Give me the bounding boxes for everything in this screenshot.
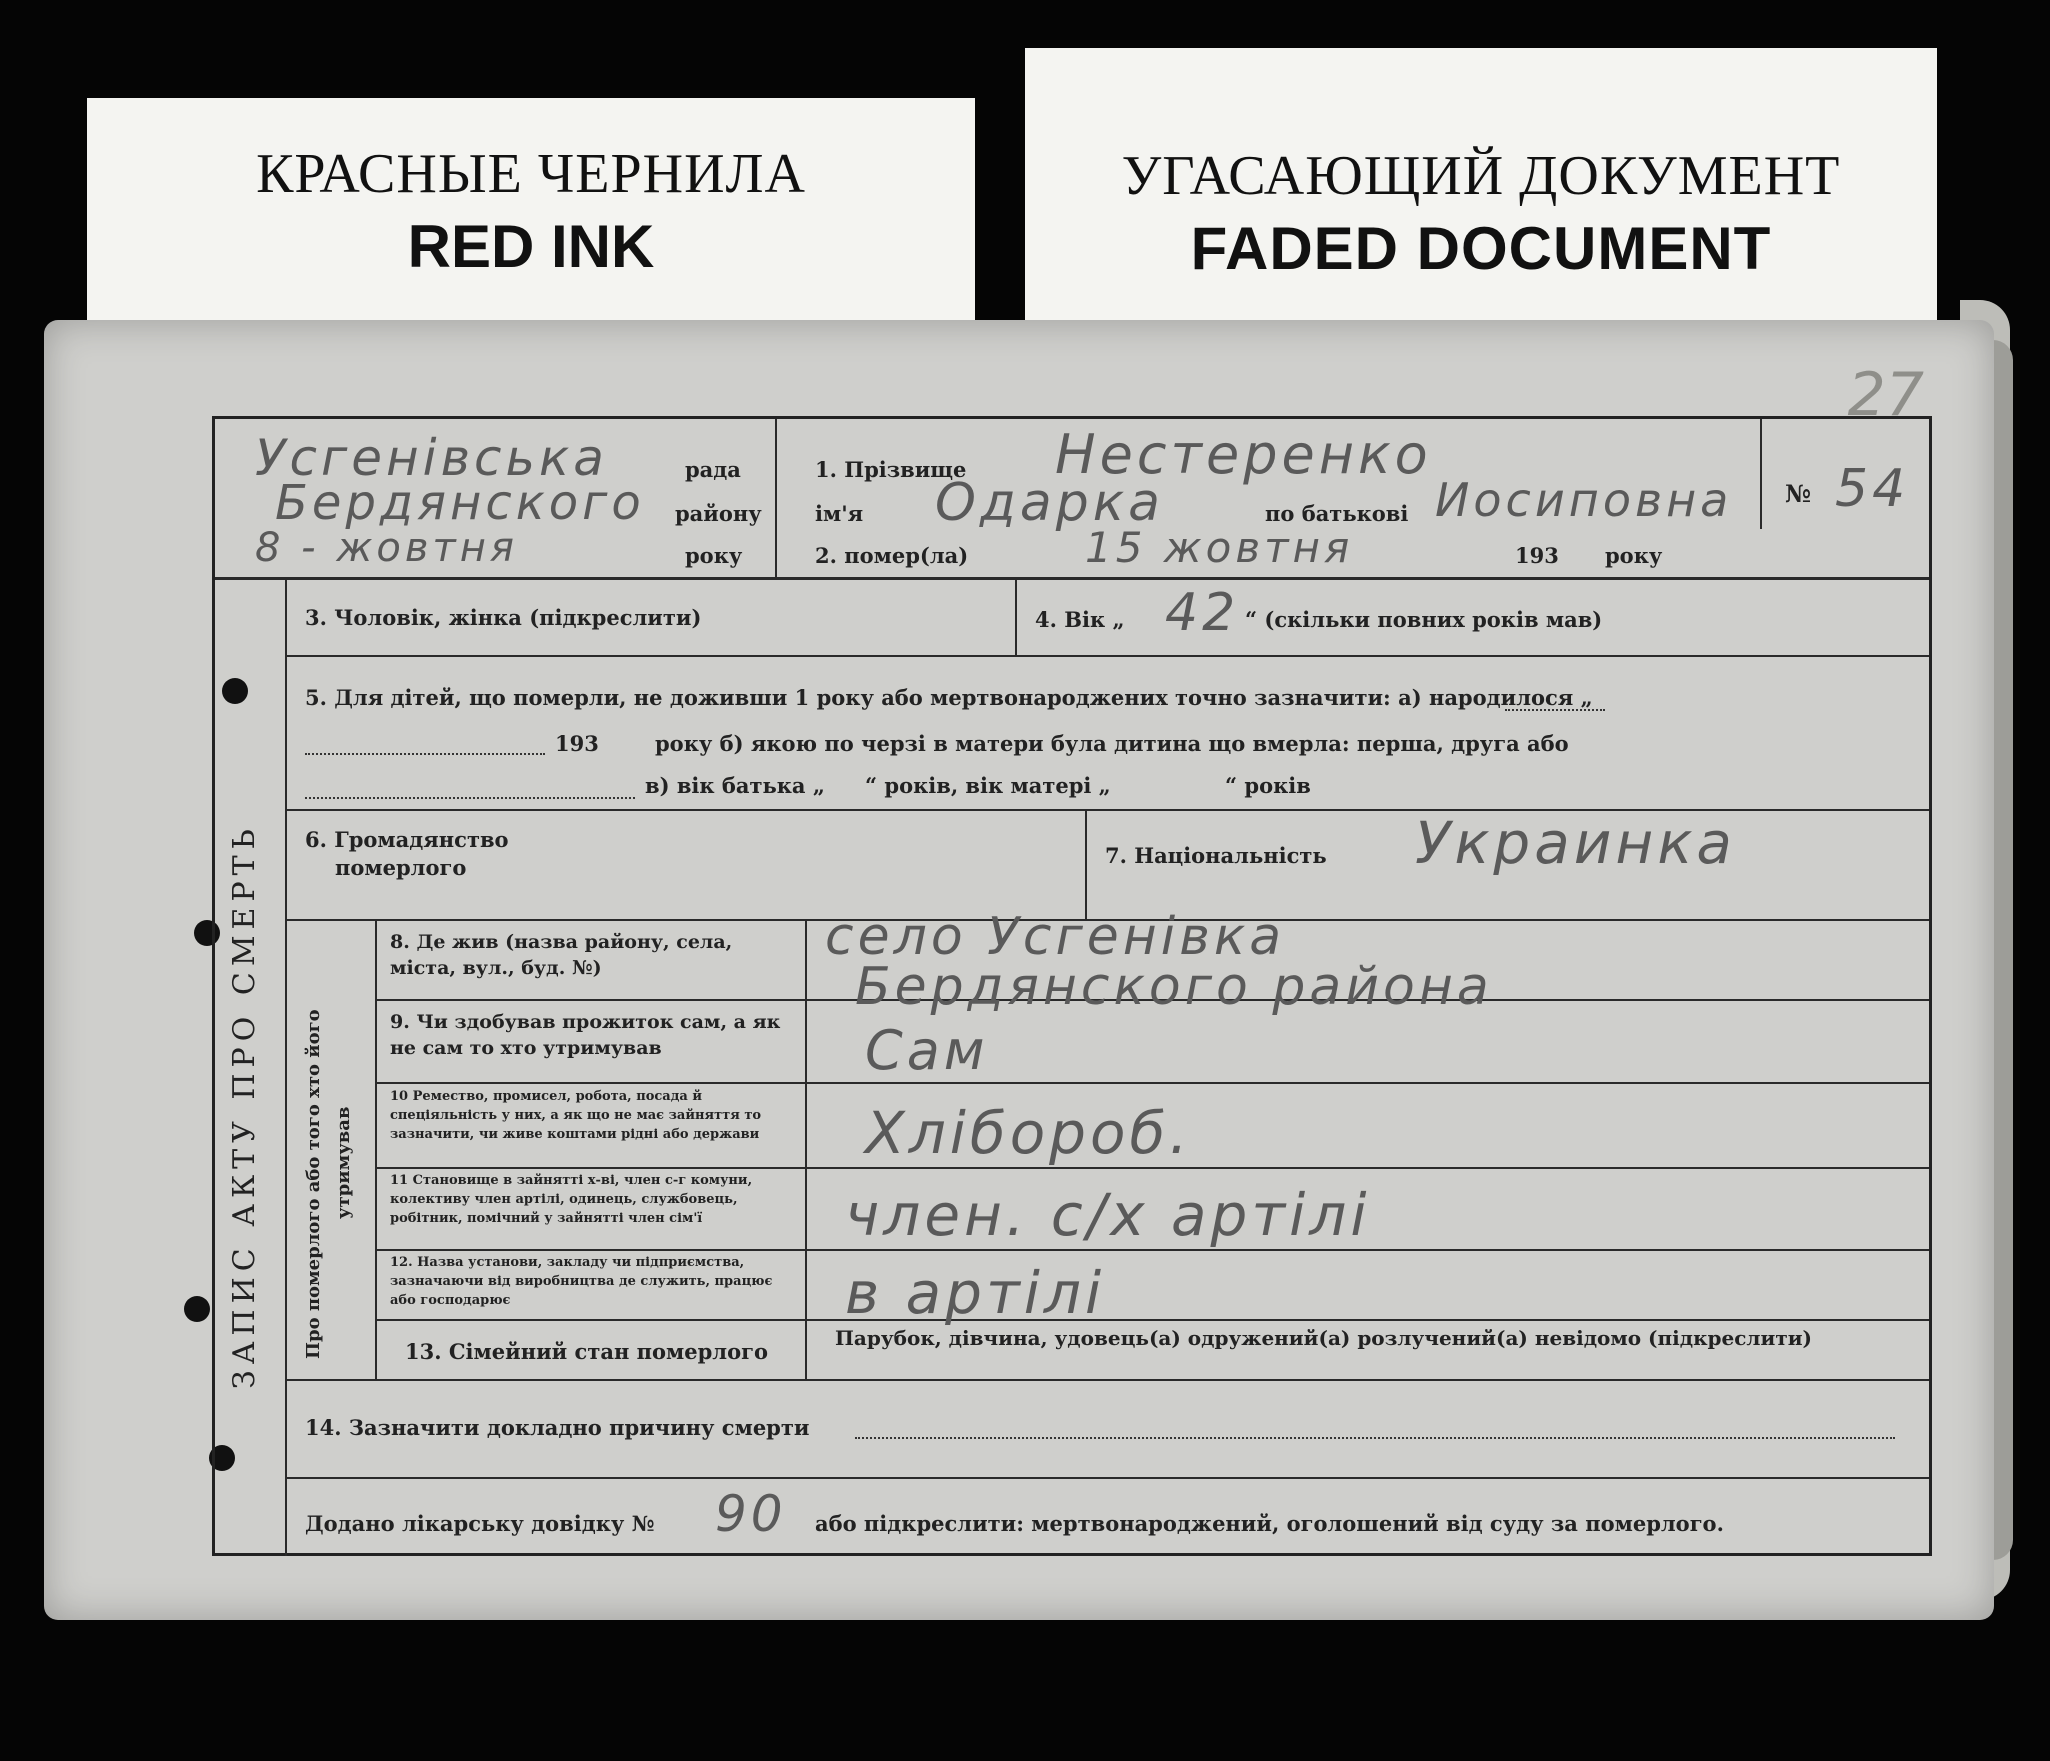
q5-order-blank bbox=[305, 797, 635, 799]
q3-sex-label: 3. Чоловік, жінка (підкреслити) bbox=[305, 605, 702, 630]
hw-record-number: 54 bbox=[1835, 459, 1910, 519]
hw-residence-1: село Усгенівка bbox=[825, 907, 1286, 967]
q5-line3b: “ років, вік матері „ bbox=[865, 773, 1111, 798]
hw-livelihood: Сам bbox=[865, 1019, 989, 1082]
hw-surname: Нестеренко bbox=[1055, 423, 1432, 486]
col-divider bbox=[805, 919, 807, 1379]
q13-marital-label: 13. Сімейний стан померлого bbox=[405, 1339, 768, 1364]
row-divider bbox=[377, 1082, 1929, 1084]
hw-residence-2: Бердянского района bbox=[855, 957, 1493, 1017]
hw-death-date: 15 жовтня bbox=[1085, 523, 1354, 572]
footer-certificate-label: Додано лікарську довідку № bbox=[305, 1511, 655, 1536]
q8-residence-label: 8. Де жив (назва району, села, міста, вул., буд. №) bbox=[390, 931, 733, 979]
side-title: ЗАПИС АКТУ ПРО СМЕРТЬ bbox=[227, 823, 262, 1389]
q13-marital-options: Парубок, дівчина, удовець(а) одружений(а) розлучений(а) невідомо (підкреслити) bbox=[835, 1326, 1813, 1350]
q6-citizenship-label: 6. Громадянство bbox=[305, 827, 509, 852]
hw-certificate-number: 90 bbox=[715, 1485, 787, 1543]
binding-hole bbox=[184, 1296, 210, 1322]
q6-citizenship-label-2: померлого bbox=[335, 855, 467, 880]
q5-year: 193 bbox=[555, 731, 599, 756]
faded-document-label-card bbox=[1025, 48, 1937, 320]
q5-line2: року б) якою по черзі в матери була дитина що вмерла: перша, друга або bbox=[655, 731, 1569, 756]
page-number: 27 bbox=[1847, 360, 1924, 430]
q4-age-suffix: “ (скільки повних років мав) bbox=[1245, 607, 1603, 632]
hw-age: 42 bbox=[1165, 583, 1240, 643]
patronymic-label: по батькові bbox=[1265, 501, 1409, 526]
year-label: року bbox=[685, 543, 743, 568]
row-divider bbox=[285, 655, 1929, 657]
hw-workplace: в артілі bbox=[845, 1259, 1106, 1327]
hw-council: Усгенівська bbox=[255, 429, 608, 487]
hw-social-status: член. с/х артілі bbox=[845, 1181, 1371, 1249]
council-label: рада bbox=[685, 457, 741, 482]
col-divider bbox=[1760, 419, 1762, 529]
death-record-sheet bbox=[44, 320, 1994, 1620]
q14-cause-label: 14. Зазначити докладно причину смерти bbox=[305, 1415, 810, 1440]
row-divider bbox=[377, 1319, 1929, 1321]
side-subtitle-2: утримував bbox=[333, 1106, 354, 1219]
row-divider bbox=[377, 1167, 1929, 1169]
q10-occupation-label: 10 Ремество, промисел, робота, посада й спеціяльність у них, а як що не має зайняття то зазначити, чи живе коштами рідні або держави bbox=[390, 1089, 762, 1142]
red-ink-label-en: RED INK bbox=[407, 213, 655, 280]
q5-line3c: “ років bbox=[1225, 773, 1311, 798]
row-divider bbox=[377, 1249, 1929, 1251]
died-year-label: 193 bbox=[1515, 543, 1559, 568]
district-label: району bbox=[675, 501, 762, 526]
q9-livelihood-label: 9. Чи здобував прожиток сам, а як не сам то хто утримував bbox=[390, 1011, 781, 1059]
hw-occupation: Хлібороб. bbox=[865, 1099, 1192, 1167]
row-divider bbox=[215, 577, 1929, 580]
surname-label: 1. Прізвище bbox=[815, 457, 967, 482]
q5-birth-year-blank bbox=[305, 753, 545, 755]
q12-workplace-label: 12. Назва установи, закладу чи підприємства, зазначаючи від виробництва де служить, працює або господарює bbox=[390, 1255, 773, 1308]
col-divider bbox=[1015, 579, 1017, 655]
q5-line1: 5. Для дітей, що померли, не доживши 1 року або мертвонароджених точно зазначити: а) народилося „ bbox=[305, 685, 1593, 710]
q5-line3: в) вік батька „ bbox=[645, 773, 825, 798]
col-divider bbox=[775, 419, 777, 577]
hw-registration-date: 8 - жовтня bbox=[255, 525, 518, 571]
q4-age-label: 4. Вік „ bbox=[1035, 607, 1125, 632]
q5-birth-blank bbox=[1505, 709, 1605, 711]
q7-nationality-label: 7. Національність bbox=[1105, 843, 1327, 868]
number-label: № bbox=[1785, 479, 1812, 508]
q11-status-label: 11 Становище в зайнятті х-ві, член с-г комуни, колективу член артілі, одинець, службовець, робітник, помічний у зайнятті член сім'ї bbox=[390, 1173, 753, 1226]
hw-patronymic: Иосиповна bbox=[1435, 473, 1733, 527]
side-subtitle-1: Про померлого або того хто його bbox=[303, 1009, 324, 1359]
died-year-suffix: року bbox=[1605, 543, 1663, 568]
footer-options: або підкреслити: мертвонароджений, оголошений від суду за померлого. bbox=[815, 1511, 1724, 1536]
death-record-form bbox=[212, 416, 1932, 1556]
died-label: 2. помер(ла) bbox=[815, 543, 969, 568]
row-divider bbox=[285, 1477, 1929, 1479]
q14-cause-blank bbox=[855, 1437, 1895, 1439]
row-divider bbox=[285, 1379, 1929, 1381]
name-label: ім'я bbox=[815, 501, 864, 526]
col-divider bbox=[375, 919, 377, 1379]
faded-label-ru: УГАСАЮЩИЙ ДОКУМЕНТ bbox=[1121, 145, 1841, 207]
red-ink-label-ru: КРАСНЫЕ ЧЕРНИЛА bbox=[256, 143, 806, 205]
hw-name: Одарка bbox=[935, 473, 1165, 533]
faded-label-en: FADED DOCUMENT bbox=[1190, 215, 1772, 282]
red-ink-label-card bbox=[87, 98, 975, 320]
hw-district: Бердянского bbox=[275, 475, 645, 531]
col-divider bbox=[285, 579, 287, 1556]
col-divider bbox=[1085, 809, 1087, 919]
hw-nationality: Украинка bbox=[1415, 809, 1736, 877]
